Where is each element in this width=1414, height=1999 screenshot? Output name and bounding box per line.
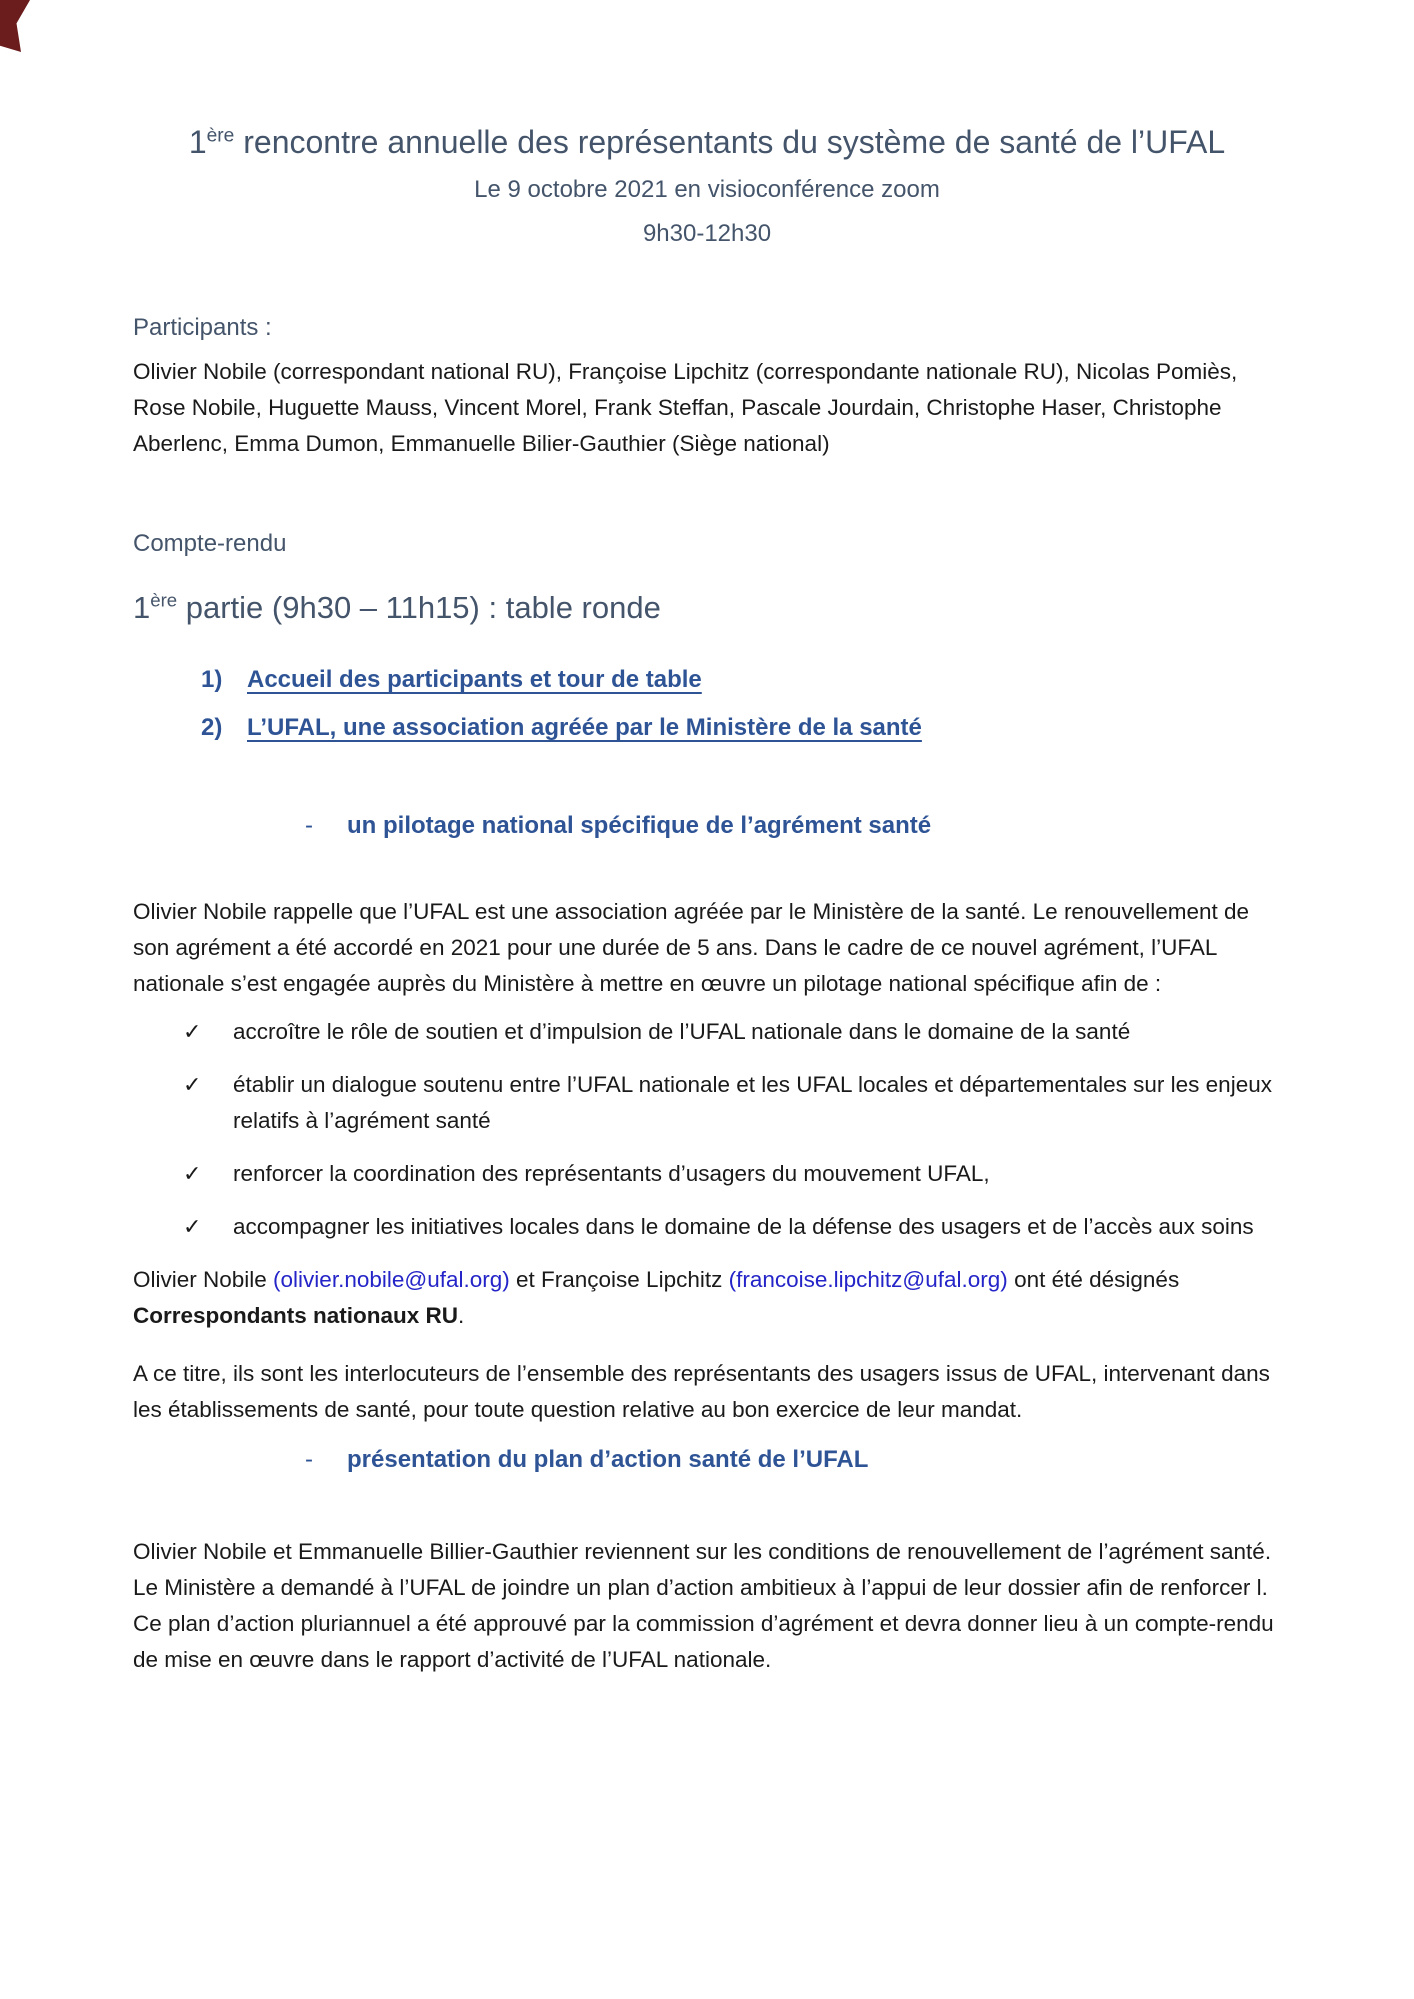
paragraph-pilotage: Olivier Nobile rappelle que l’UFAL est une association agréée par le Ministère de la santé. Le renouvellement de son agrément a été accordé en 2021 pour une durée de 5 ans. Dans le cadre de ce nouvel agrément, l’UFAL nationale s’est engagée auprès du Ministère à mettre en œuvre un pilotage national spécifique afin de :: [133, 898, 1250, 996]
checkmark-icon: ✓: [183, 1160, 202, 1186]
checklist-item-2-text: établir un dialogue soutenu entre l’UFAL nationale et les UFAL locales et départementales sur les enjeux relatifs à l’agrément santé: [233, 1071, 1272, 1133]
title-text: rencontre annuelle des représentants du système de santé de l’UFAL: [234, 124, 1226, 160]
checklist-item-3-text: renforcer la coordination des représentants d’usagers du mouvement UFAL,: [233, 1160, 990, 1186]
report-heading: Compte-rendu: [133, 530, 287, 557]
agenda-item-1-number: 1): [201, 665, 223, 693]
agenda-item-2-label: L’UFAL, une association agréée par le Ministère de la santé: [247, 713, 922, 741]
participants-heading: Participants :: [133, 314, 272, 341]
correspondents-text-after: ont été désignés: [1007, 1266, 1180, 1292]
correspondents-bold-title: Correspondants nationaux RU: [133, 1302, 459, 1328]
agenda-item-1-label: Accueil des participants et tour de table: [247, 665, 702, 693]
checklist-item-4: [133, 1209, 1281, 1245]
paragraph-correspondents: [133, 1262, 1281, 1334]
checklist-item-4-text: accompagner les initiatives locales dans le domaine de la défense des usagers et de l’accès aux soins: [233, 1213, 1254, 1239]
participants-list: Olivier Nobile (correspondant national RU), Françoise Lipchitz (correspondante nationale RU), Nicolas Pomiès, Rose Nobile, Huguette Mauss, Vincent Morel, Frank Steffan, Pascale Jourdain, Christophe Haser, Christophe Aberlenc, Emma Dumon, Emmanuelle Bilier-Gauthier (Siège national): [133, 359, 1238, 456]
subheading-pilotage: [305, 810, 1281, 842]
dash-bullet-icon: -: [305, 811, 313, 839]
part1-heading: [133, 586, 1281, 630]
agenda-item-1: [201, 656, 1281, 704]
checklist-item-2: [133, 1067, 1281, 1139]
document-date-line: Le 9 octobre 2021 en visioconférence zoom: [474, 176, 940, 203]
checklist-item-1-text: accroître le rôle de soutien et d’impulsion de l’UFAL nationale dans le domaine de la santé: [233, 1018, 1131, 1044]
checkmark-icon: ✓: [183, 1213, 202, 1239]
document-time-line: 9h30-12h30: [642, 220, 772, 247]
document-title: [133, 116, 1281, 168]
agenda-item-2: [201, 704, 1281, 752]
checklist-item-3: [133, 1156, 1281, 1192]
title-number: 1: [188, 124, 207, 160]
subheading-pilotage-text: un pilotage national spécifique de l’agrément santé: [347, 811, 932, 839]
correspondents-text-middle: et Françoise Lipchitz: [509, 1266, 729, 1292]
part1-number: 1: [133, 590, 151, 625]
agenda-list: [133, 656, 1281, 752]
subheading-plan-action-text: présentation du plan d’action santé de l’UFAL: [347, 1445, 869, 1473]
correspondents-text-before: Olivier Nobile: [133, 1266, 274, 1292]
paragraph-role: A ce titre, ils sont les interlocuteurs de l’ensemble des représentants des usagers issus de UFAL, intervenant dans les établissements de santé, pour toute question relative au bon exercice de leur mandat.: [133, 1360, 1270, 1422]
checkmark-icon: ✓: [183, 1071, 202, 1097]
email-link-olivier[interactable]: (olivier.nobile@ufal.org): [273, 1266, 510, 1292]
correspondents-period: .: [458, 1302, 465, 1328]
title-ordinal-superscript: ère: [206, 125, 235, 147]
checklist-item-1: [133, 1014, 1281, 1050]
email-link-francoise[interactable]: (francoise.lipchitz@ufal.org): [728, 1266, 1008, 1292]
checkmark-icon: ✓: [183, 1018, 202, 1044]
part1-ordinal-superscript: ère: [150, 589, 178, 611]
subheading-plan-action: [305, 1444, 1281, 1476]
paragraph-plan-action: Olivier Nobile et Emmanuelle Billier-Gauthier reviennent sur les conditions de renouvellement de l’agrément santé. Le Ministère a demandé à l’UFAL de joindre un plan d’action ambitieux à l’appui de leur dossier afin de renforcer l. Ce plan d’action pluriannuel a été approuvé par la commission d’agrément et devra donner lieu à un compte-rendu de mise en œuvre dans le rapport d’activité de l’UFAL nationale.: [133, 1538, 1274, 1672]
dash-bullet-icon: -: [305, 1445, 313, 1473]
objectives-checklist: [133, 1014, 1281, 1245]
part1-text: partie (9h30 – 11h15) : table ronde: [177, 590, 661, 625]
agenda-item-2-number: 2): [201, 713, 223, 741]
